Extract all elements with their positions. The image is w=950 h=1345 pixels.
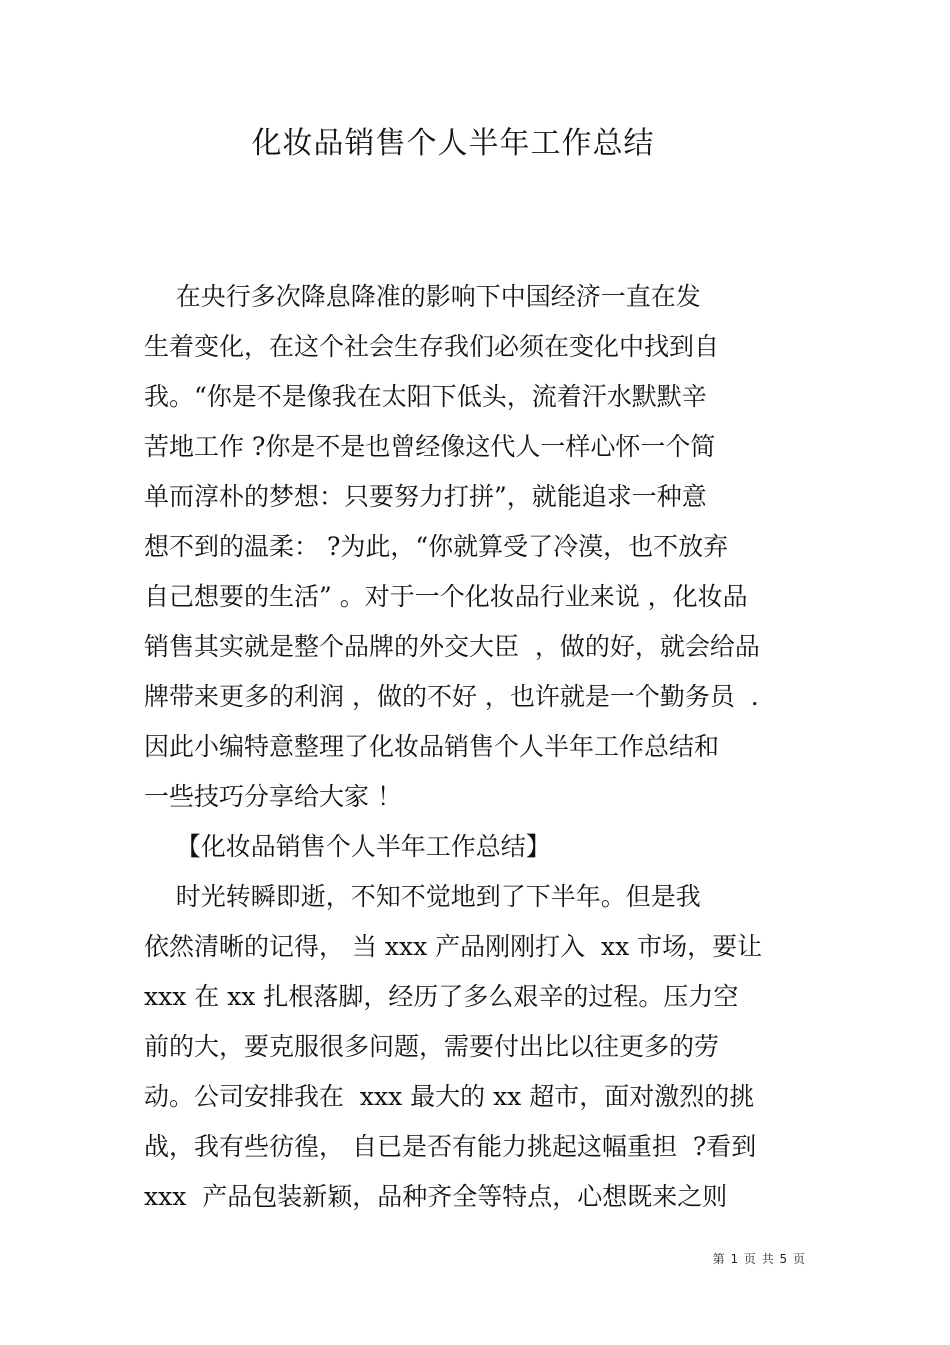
body-line: 牌带来更多的利润 ，做的不好 ，也许就是一个勤务员 . (144, 682, 759, 711)
body-line: 自己想要的生活” 。对于一个化妆品行业来说 ，化妆品 (144, 582, 748, 611)
body-line: 一些技巧分享给大家 ！ (144, 782, 402, 811)
body-line: 在央行多次降息降准的影响下中国经济一直在发 (144, 282, 701, 311)
body-line: 依然清晰的记得， 当 xxx 产品刚刚打入 xx 市场，要让 (144, 932, 763, 961)
body-line: 因此小编特意整理了化妆品销售个人半年工作总结和 (144, 732, 720, 761)
body-line: xxx 在 xx 扎根落脚，经历了多么艰辛的过程。压力空 (144, 982, 739, 1011)
body-line: 时光转瞬即逝，不知不觉地到了下半年。但是我 (144, 882, 701, 911)
body-line: 销售其实就是整个品牌的外交大臣 ，做的好，就会给品 (144, 632, 760, 661)
body-line: 单而淳朴的梦想：只要努力打拼”，就能追求一种意 (144, 482, 707, 511)
document-title: 化妆品销售个人半年工作总结 (251, 126, 655, 161)
body-line: xxx 产品包装新颖，品种齐全等特点，心想既来之则 (144, 1182, 728, 1211)
body-line: 战，我有些彷徨， 自已是否有能力挑起这幅重担 ?看到 (144, 1132, 757, 1161)
body-line: 前的大，要克服很多问题，需要付出比以往更多的劳 (144, 1032, 720, 1061)
body-line: 动。公司安排我在 xxx 最大的 xx 超市，面对激烈的挑 (144, 1082, 755, 1111)
page-number: 第 1 页 共 5 页 (712, 1252, 806, 1266)
body-line: 苦地工作 ?你是不是也曾经像这代人一样心怀一个简 (144, 432, 716, 461)
document-body (144, 272, 810, 1222)
body-line: 生着变化，在这个社会生存我们必须在变化中找到自 (144, 332, 720, 361)
body-line: 我。“你是不是像我在太阳下低头，流着汗水默默辛 (144, 382, 707, 411)
body-line: 想不到的温柔： ?为此，“你就算受了冷漠，也不放弃 (144, 532, 729, 561)
section-heading: 【化妆品销售个人半年工作总结】 (144, 832, 551, 861)
